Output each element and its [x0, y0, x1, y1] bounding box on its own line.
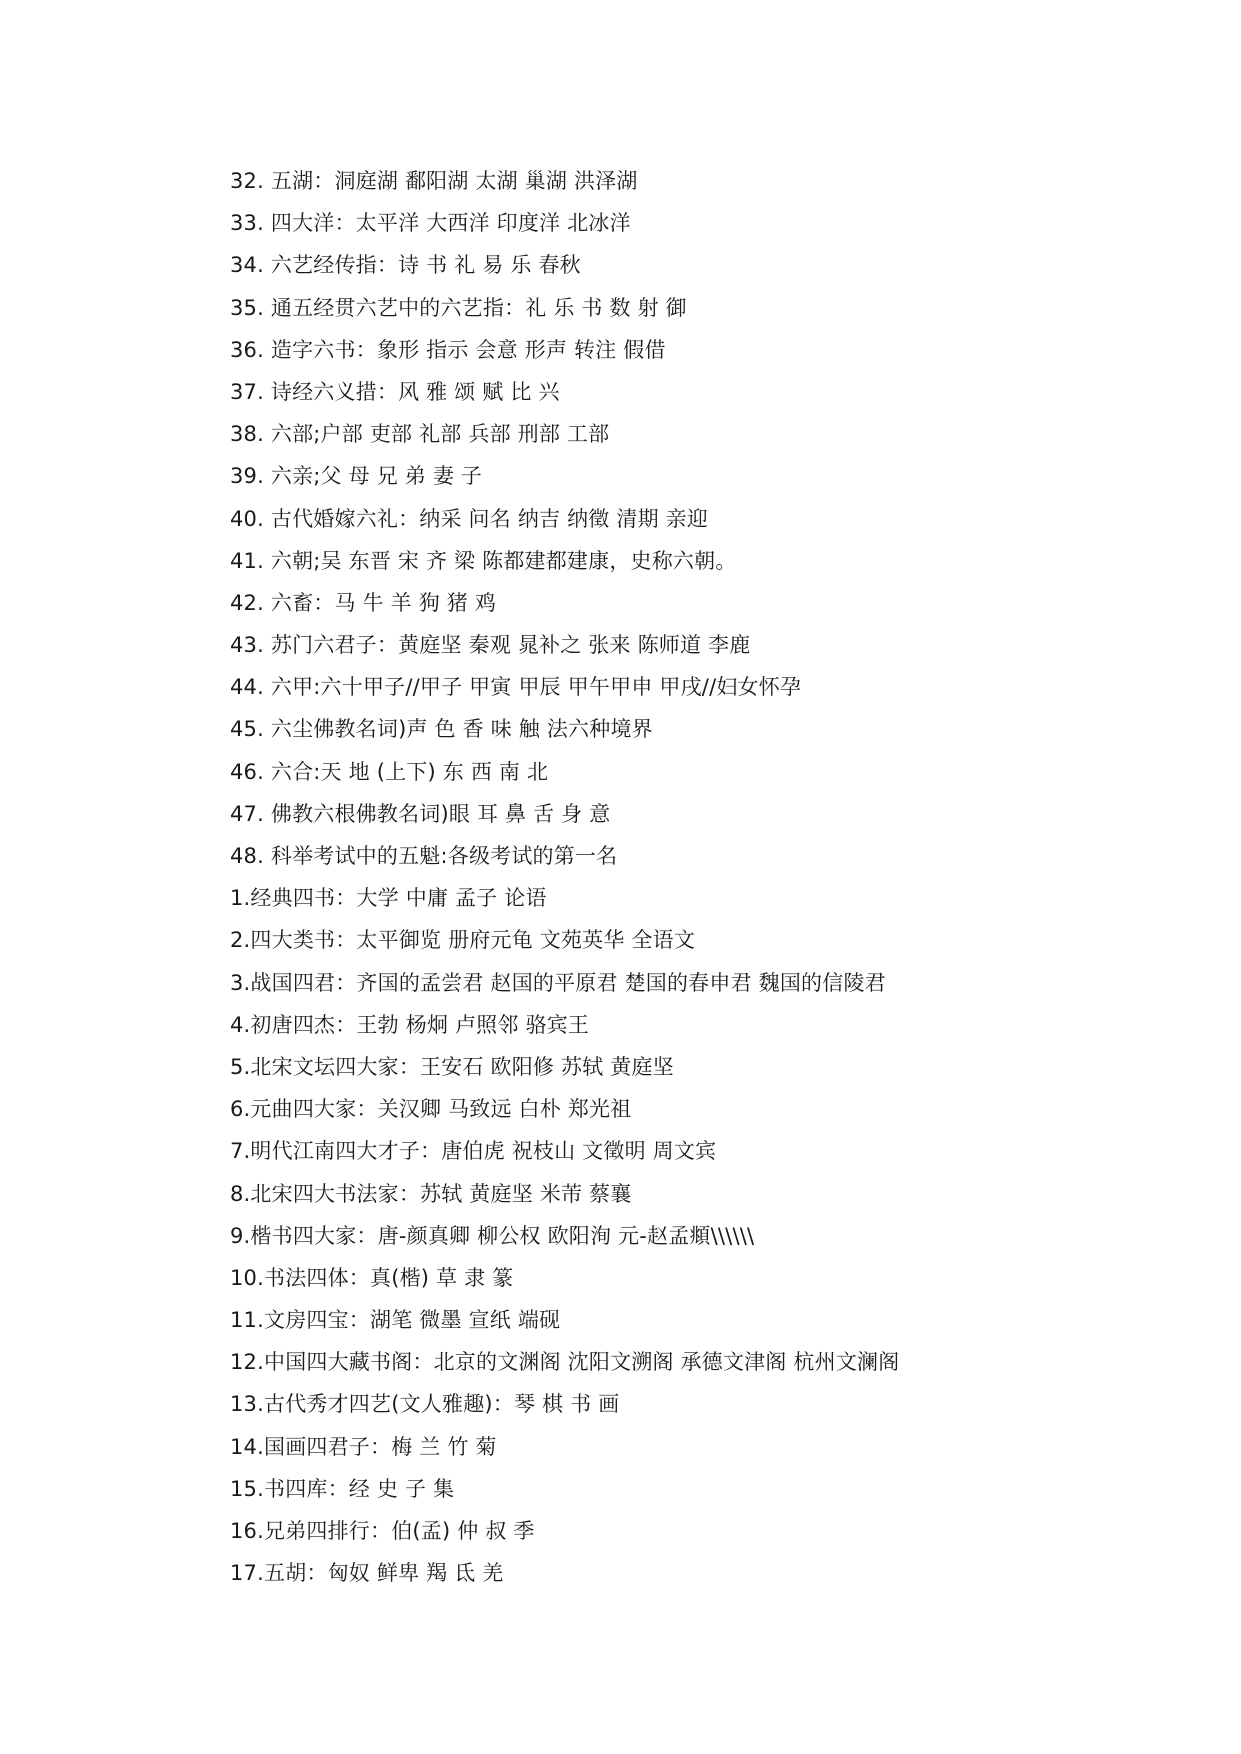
list-item: 43. 苏门六君子：黄庭坚 秦观 晁补之 张来 陈师道 李鹿	[230, 633, 751, 658]
list-item: 10.书法四体：真(楷) 草 隶 篆	[230, 1265, 514, 1290]
list-item: 39. 六亲;父 母 兄 弟 妻 子	[230, 464, 483, 489]
list-item: 47. 佛教六根佛教名词)眼 耳 鼻 舌 身 意	[230, 801, 611, 826]
list-item: 38. 六部;户部 吏部 礼部 兵部 刑部 工部	[230, 422, 610, 447]
list-item: 1.经典四书：大学 中庸 孟子 论语	[230, 886, 547, 911]
list-item: 14.国画四君子：梅 兰 竹 菊	[230, 1434, 497, 1459]
list-item: 45. 六尘佛教名词)声 色 香 味 触 法六种境界	[230, 717, 653, 742]
list-item: 9.楷书四大家：唐-颜真卿 柳公权 欧阳洵 元-赵孟頫\\\\\\	[230, 1223, 755, 1248]
list-item: 33. 四大洋：太平洋 大西洋 印度洋 北冰洋	[230, 211, 631, 236]
list-item: 6.元曲四大家：关汉卿 马致远 白朴 郑光祖	[230, 1097, 632, 1122]
list-item: 36. 造字六书：象形 指示 会意 形声 转注 假借	[230, 337, 666, 362]
list-item: 5.北宋文坛四大家：王安石 欧阳修 苏轼 黄庭坚	[230, 1054, 674, 1079]
list-item: 17.五胡：匈奴 鲜卑 羯 氐 羌	[230, 1561, 504, 1586]
list-item: 34. 六艺经传指：诗 书 礼 易 乐 春秋	[230, 253, 581, 278]
list-item: 4.初唐四杰：王勃 杨炯 卢照邻 骆宾王	[230, 1012, 590, 1037]
document-body	[230, 160, 1190, 1594]
list-item: 40. 古代婚嫁六礼：纳采 问名 纳吉 纳徵 清期 亲迎	[230, 506, 709, 531]
list-item: 16.兄弟四排行：伯(孟) 仲 叔 季	[230, 1519, 535, 1543]
list-item: 3.战国四君：齐国的孟尝君 赵国的平原君 楚国的春申君 魏国的信陵君	[230, 970, 886, 995]
list-item: 44. 六甲:六十甲子//甲子 甲寅 甲辰 甲午甲申 甲戌//妇女怀孕	[230, 675, 802, 700]
list-item: 15.书四库：经 史 子 集	[230, 1476, 455, 1501]
list-item: 32. 五湖：洞庭湖 鄱阳湖 太湖 巢湖 洪泽湖	[230, 169, 638, 193]
list-item: 37. 诗经六义措：风 雅 颂 赋 比 兴	[230, 379, 560, 404]
list-item: 7.明代江南四大才子：唐伯虎 祝枝山 文徵明 周文宾	[230, 1139, 717, 1164]
list-item: 46. 六合:天 地 (上下) 东 西 南 北	[230, 759, 549, 784]
list-item: 35. 通五经贯六艺中的六艺指：礼 乐 书 数 射 御	[230, 295, 687, 320]
list-item: 11.文房四宝：湖笔 微墨 宣纸 端砚	[230, 1308, 561, 1333]
list-item: 42. 六畜：马 牛 羊 狗 猪 鸡	[230, 590, 497, 615]
list-item: 2.四大类书：太平御览 册府元龟 文苑英华 全语文	[230, 928, 696, 953]
list-item: 13.古代秀才四艺(文人雅趣)：琴 棋 书 画	[230, 1392, 620, 1417]
list-item: 8.北宋四大书法家：苏轼 黄庭坚 米芾 蔡襄	[230, 1181, 632, 1206]
list-item: 12.中国四大藏书阁：北京的文渊阁 沈阳文溯阁 承德文津阁 杭州文澜阁	[230, 1350, 900, 1375]
list-item: 48. 科举考试中的五魁:各级考试的第一名	[230, 844, 618, 868]
list-item: 41. 六朝;吴 东晋 宋 齐 梁 陈都建都建康，史称六朝。	[230, 548, 737, 573]
